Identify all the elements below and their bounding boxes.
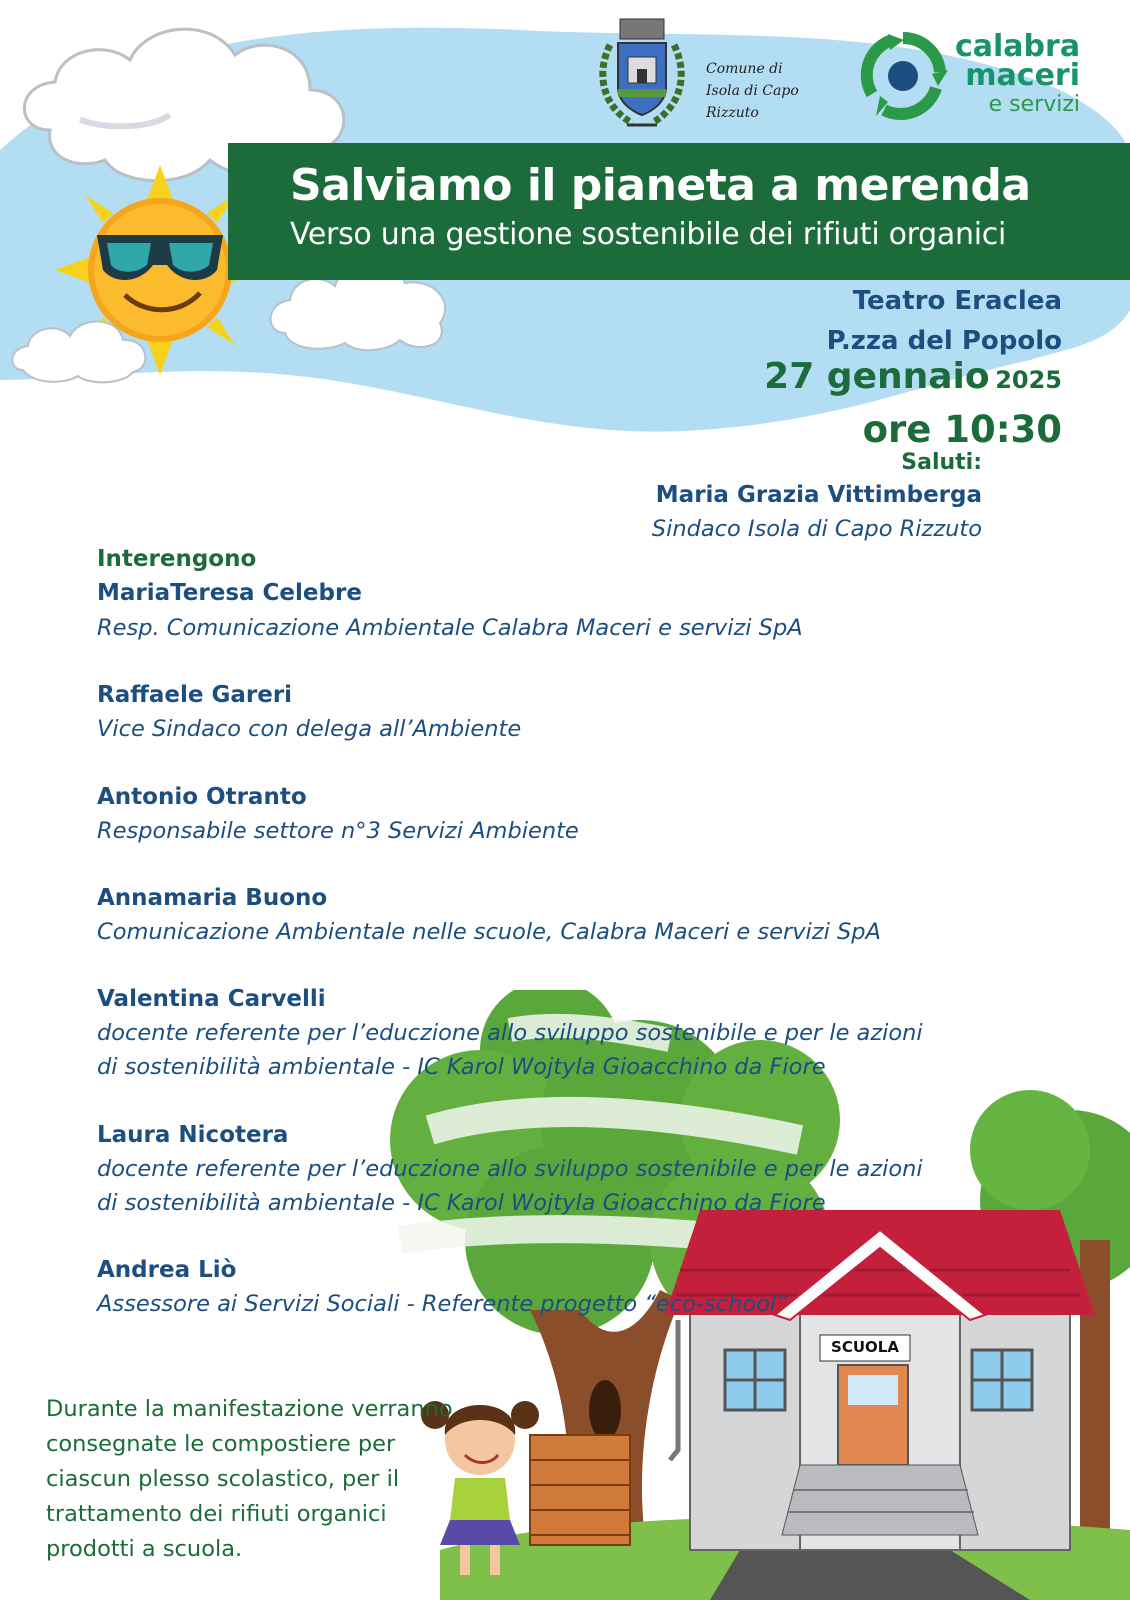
cloud-bottom-left [8, 310, 158, 390]
event-year: 2025 [995, 366, 1062, 394]
school-sign: SCUOLA [831, 1338, 899, 1356]
event-time: ore 10:30 [862, 408, 1062, 451]
speaker-name: Laura Nicotera [97, 1122, 289, 1148]
speaker-role: Vice Sindaco con delega all’Ambiente [97, 716, 522, 742]
speaker-name: MariaTeresa Celebre [97, 580, 362, 606]
composter-note: Durante la manifestazione verranno consegnate le compostiere per ciascun plesso scolastico, per il trattamento dei rifiuti organici prodotti a scuola. [46, 1396, 453, 1562]
speaker-role: docente referente per l’educzione allo sviluppo sostenibile e per le azioni [97, 1020, 923, 1046]
brand-line3: e servizi [988, 92, 1080, 117]
greetings-name: Maria Grazia Vittimberga [655, 482, 982, 508]
speaker-name: Antonio Otranto [97, 784, 307, 810]
venue-address: P.zza del Popolo [826, 326, 1062, 356]
comune-line2: Isola di Capo Rizzuto [706, 83, 799, 121]
speakers-heading: Interengono [97, 546, 257, 572]
speaker-role: docente referente per l’educzione allo sviluppo sostenibile e per le azioni [97, 1156, 923, 1182]
speaker-name: Annamaria Buono [97, 885, 328, 911]
greetings-role: Sindaco Isola di Capo Rizzuto [651, 516, 982, 542]
speaker-name: Raffaele Gareri [97, 682, 293, 708]
speaker-role: Assessore ai Servizi Sociali - Referente progetto “eco-school” [97, 1291, 788, 1317]
speaker-role-line2: di sostenibilità ambientale - IC Karol Wojtyla Gioacchino da Fiore [97, 1190, 826, 1216]
page-subtitle: Verso una gestione sostenibile dei rifiuti organici [290, 217, 1006, 252]
recycle-logo-icon [858, 30, 948, 120]
event-day-month: 27 gennaio [764, 356, 990, 397]
speaker-name: Valentina Carvelli [97, 986, 326, 1012]
comune-label [706, 58, 856, 124]
brand-line2: maceri [965, 58, 1080, 93]
page-title: Salviamo il pianeta a merenda [290, 160, 1031, 211]
speaker-name: Andrea Liò [97, 1257, 237, 1283]
event-date [764, 356, 1062, 397]
speaker-role: Resp. Comunicazione Ambientale Calabra Maceri e servizi SpA [97, 615, 803, 641]
greetings-label: Saluti: [901, 450, 982, 475]
speaker-role-line2: di sostenibilità ambientale - IC Karol Wojtyla Gioacchino da Fiore [97, 1054, 826, 1080]
brand-logo-text [955, 29, 1081, 119]
brand-line1: calabra [955, 29, 1081, 64]
speaker-role: Comunicazione Ambientale nelle scuole, Calabra Maceri e servizi SpA [97, 919, 881, 945]
venue-name: Teatro Eraclea [852, 286, 1062, 316]
speaker-role: Responsabile settore n°3 Servizi Ambiente [97, 818, 579, 844]
comune-line1: Comune di [706, 61, 783, 77]
comune-coat-of-arms-icon [592, 15, 692, 135]
